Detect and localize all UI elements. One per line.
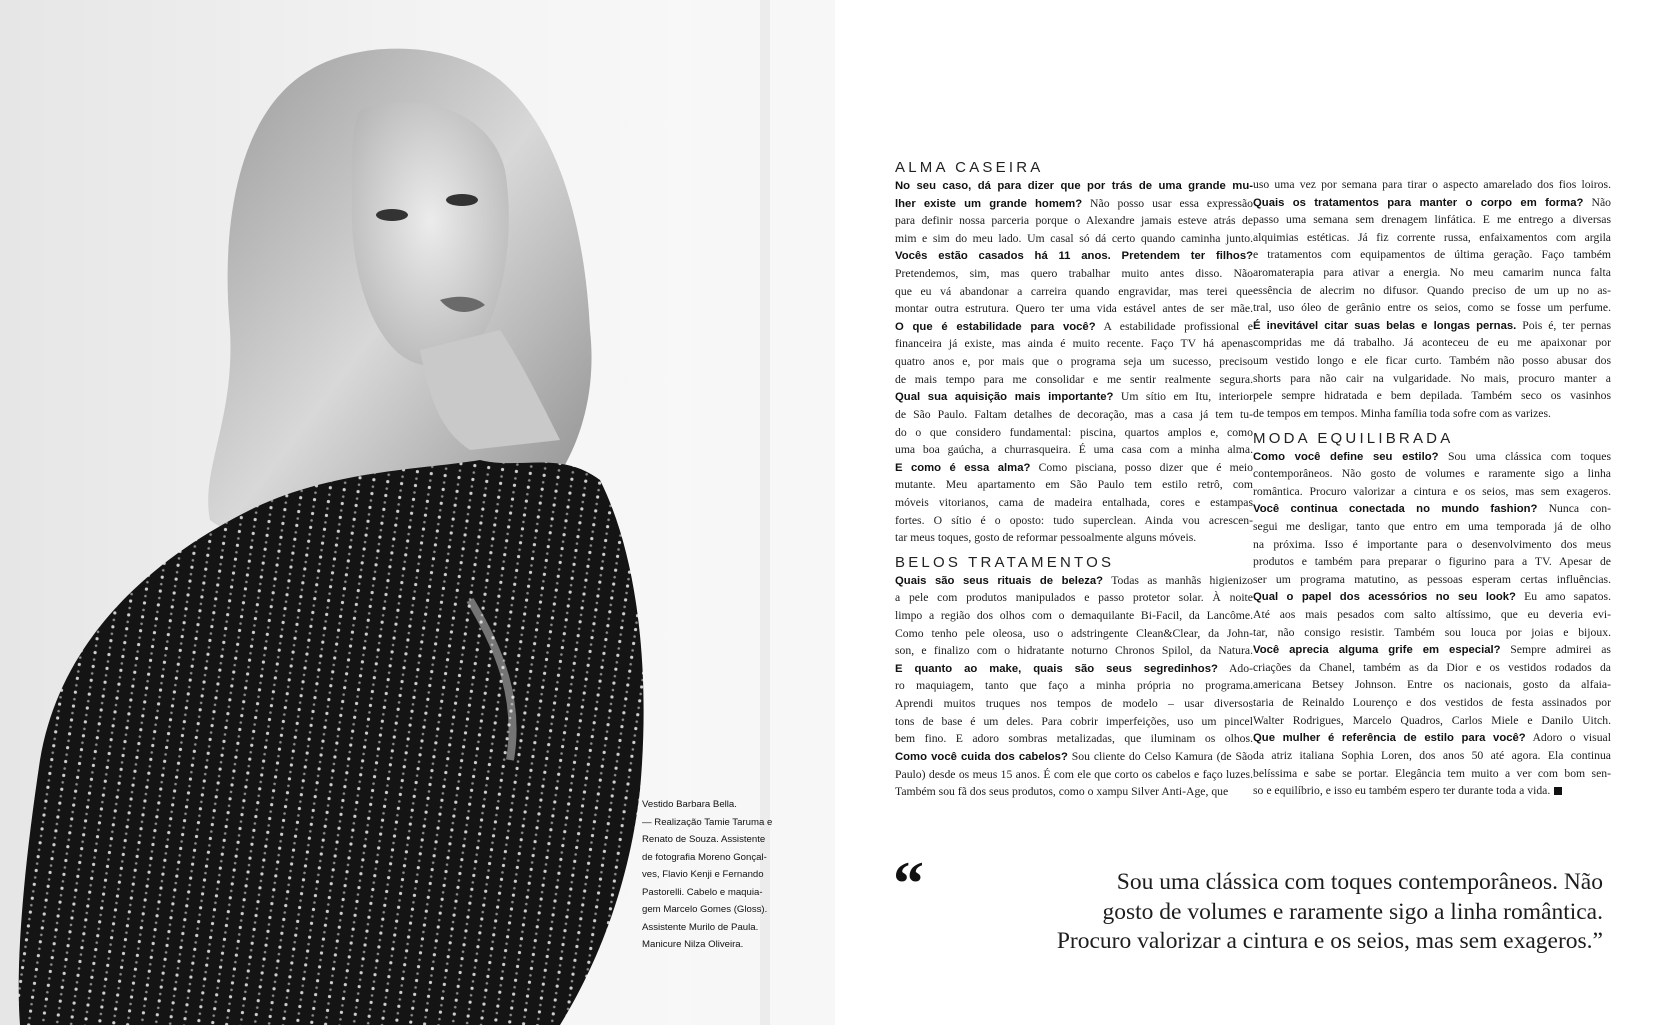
answer-text: a pele com produtos manipulados e passo protetor solar. À noite [895,591,1253,605]
answer-text: ser um programa matutino, as pessoas esperam certas influências. [1253,572,1611,586]
answer-text: tral, uso óleo de gerânio entre os seios, como se fosse um perfume. [1253,301,1611,315]
question-text: Você continua conectada no mundo fashion? [1253,503,1538,516]
answer-text: Nunca con- [1537,502,1611,516]
text-line [1253,387,1611,405]
text-line [895,783,1253,801]
text-line [1253,765,1611,783]
answer-text: e tratamentos com equipamentos de última geração. Faço também [1253,248,1611,262]
question-text: Que mulher é referência de estilo para você? [1253,732,1526,745]
question-text: E quanto ao make, quais são seus segredinhos? [895,662,1218,675]
answer-text: Um sítio em Itu, interior [1113,390,1254,404]
answer-text: aromaterapia para ativar a energia. No meu camarim nunca falta [1253,266,1611,280]
text-line [1253,194,1611,212]
answer-text: para definir nossa parceria porque o Alexandre jamais esteve atrás de [895,214,1253,228]
answer-text: criações da Chanel, também as da Dior e os vestidos rodados da [1253,660,1611,674]
answer-text: mim e sim do meu lado. Um casal só dá certo quando caminha junto. [895,231,1253,245]
photo-credits [642,796,780,954]
answer-text: Também sou fã dos seus produtos, como o xampu Silver Anti-Age, que [895,785,1229,799]
text-line [895,283,1253,301]
answer-text: son, e finalizo com o hidratante noturno Chronos Spilol, da Natura. [895,644,1253,658]
answer-text: segui me desligar, tanto que entro em uma temporada já de olho [1253,519,1611,533]
answer-text: Pretendemos, sim, mas quero trabalhar muito antes disso. Não [895,267,1253,281]
answer-text: Todas as manhãs higienizo [1103,573,1253,587]
caption-line: Assistente Murilo de Paula. [642,921,759,933]
answer-text: de tempos em tempos. Minha família toda sofre com as varizes. [1253,406,1551,420]
text-line [1253,465,1611,483]
answer-text: na próxima. Isso é importante para o desenvolvimento dos meus [1253,537,1611,551]
answer-text: compridas me dá trabalho. Já aconteceu de eu me apaixonar por [1253,336,1611,350]
answer-text: Até aos mais pesados com salto altíssimo, que eu deveria evi- [1253,608,1611,622]
answer-text: essência de alecrim no difusor. Quando preciso de um up no as- [1253,283,1611,297]
answer-text: alquimias estéticas. Já fiz corrente russa, enfaixamentos com argila [1253,230,1611,244]
answer-text: romântica. Procuro valorizar a cintura e os seios, mas sem exageros. [1253,484,1611,498]
question-text: Como você define seu estilo? [1253,450,1439,463]
answer-text: passo uma semana sem drenagem linfática. E me entrego a diversas [1253,213,1611,227]
text-line [895,572,1253,590]
question-text: Vocês estão casados há 11 anos. Pretendem ter filhos? [895,250,1253,263]
answer-text: tons de base é um deles. Para cobrir imperfeições, uso um pincel [895,714,1253,728]
text-line [895,230,1253,248]
text-line [895,677,1253,695]
text-line [895,589,1253,607]
answer-text: quatro anos e, por mais que o programa seja um sucesso, preciso [895,355,1253,369]
text-line [1253,317,1611,335]
answer-text: mutante. Meu apartamento em São Paulo tem estilo retrô, com [895,478,1253,492]
text-line [1253,518,1611,536]
text-line [1253,483,1611,501]
text-line [895,695,1253,713]
text-line [1253,264,1611,282]
caption-line: Renato de Souza. Assistente [642,834,766,845]
text-line [1253,370,1611,388]
text-line [895,625,1253,643]
answer-text: financeira já existe, mas ainda é muito recente. Faço TV há apenas [895,337,1253,351]
answer-text: bem fino. E adoro sombras metalizadas, que iluminam os olhos. [895,732,1253,746]
answer-text: Eu amo sapatos. [1515,590,1611,604]
answer-text: do o que considero fundamental: piscina, quartos amplos e, como [895,425,1253,439]
answer-text: Adoro o visual [1525,731,1611,745]
text-line [895,371,1253,389]
question-text: Qual sua aquisição mais importante? [895,391,1114,404]
text-line [895,265,1253,283]
text-line [1253,747,1611,765]
pull-quote-line: Sou uma clássica com toques contemporâneos. Não [1116,869,1603,895]
pull-quote-line: Procuro valorizar a cintura e os seios, mas sem exageros.” [1056,928,1603,954]
answer-text: Pois é, ter pernas [1516,318,1611,332]
answer-text: americana Betsey Johnson. Entre os nacionais, gosto da alfaia- [1253,678,1611,692]
text-line [1253,694,1611,712]
text-line [895,177,1253,195]
text-line [1253,334,1611,352]
answer-text: Paulo) desde os meus 15 anos. É com ele que corto os cabelos e faço luzes. [895,767,1253,781]
text-line [1253,211,1611,229]
text-line [895,766,1253,784]
answer-text: belíssima e sabe se portar. Elegância tem muito a ver com bom sen- [1253,766,1611,780]
text-line [895,476,1253,494]
text-line [895,335,1253,353]
pull-quote [893,868,1603,957]
end-mark-icon [1554,787,1562,795]
answer-text: Sempre admirei as [1500,643,1611,657]
section-body [1253,176,1611,423]
answer-text: tar, não consigo resistir. Também sou louca por joias e bijoux. [1253,625,1611,639]
text-line [1253,641,1611,659]
text-line [1253,659,1611,677]
question-text: O que é estabilidade para você? [895,320,1096,333]
text-line [1253,624,1611,642]
answer-text: Walter Rodrigues, Marcelo Quadros, Carlos Miele e Danilo Uitch. [1253,713,1611,727]
text-line [1253,676,1611,694]
caption-line: Vestido Barbara Bella. [642,799,737,810]
caption-line: ves, Flavio Kenji e Fernando [642,869,764,880]
text-line [895,748,1253,766]
answer-text: de São Paulo. Faltam detalhes de decoração, mas a casa já tem tu- [895,407,1253,421]
answer-text: so e equilíbrio, e isso eu também espero ter durante toda a vida. [1253,784,1551,798]
section-heading: MODA EQUILIBRADA [1253,429,1454,447]
answer-text: uma boa gaúcha, a churrasqueira. É uma casa com a minha alma. [895,443,1253,457]
text-line [1253,729,1611,747]
text-line [1253,571,1611,589]
caption-line: gem Marcelo Gomes (Gloss). [642,904,768,915]
text-line [895,441,1253,459]
question-text: Você aprecia alguma grife em especial? [1253,644,1501,657]
section-heading: ALMA CASEIRA [895,159,1044,176]
answer-text: Como tenho pele oleosa, uso o adstringente Clean&Clear, da John- [895,626,1253,640]
text-line [895,318,1253,336]
text-line [1253,299,1611,317]
question-text: No seu caso, dá para dizer que por trás de uma grande mu- [895,180,1253,192]
answer-text: montar outra estrutura. Quero ter uma vida estável antes de ser mãe. [895,302,1253,316]
text-line [895,660,1253,678]
caption-line: de fotografia Moreno Gonçal- [642,851,767,863]
text-line [1253,606,1611,624]
answer-text: A estabilidade profissional e [1095,319,1253,333]
section-body [895,572,1253,801]
article-column-left [895,158,1253,801]
caption-line: Pastorelli. Cabelo e maquia- [642,886,763,898]
answer-text: Aprendi muitos truques nos tempos de modelo – usar diversos [895,697,1253,711]
article-column-right [1253,176,1611,800]
section-body [1253,448,1611,800]
question-text: E como é essa alma? [895,461,1031,474]
question-text: Quais os tratamentos para manter o corpo em forma? [1253,196,1584,209]
answer-text: Como pisciana, posso dizer que é meio [1030,460,1253,474]
text-line [895,642,1253,660]
text-line [895,195,1253,213]
quote-mark: “ [893,850,924,918]
answer-text: móveis vitorianos, cama de madeira entalhada, cores e estampas [895,495,1253,509]
answer-text: Ado- [1217,661,1253,675]
answer-text: que eu vá abandonar a carreira quando engravidar, mas terei que [895,284,1253,298]
answer-text: contemporâneos. Não gosto de volumes e raramente sigo a linha [1253,467,1611,481]
answer-text: Não [1583,195,1611,209]
answer-text: shorts para não cair na vulgaridade. No mais, procuro manter a [1253,371,1611,385]
answer-text: um vestido longo e ele ficar curto. Também não posso abusar dos [1253,354,1611,368]
text-line [895,494,1253,512]
text-line [1253,448,1611,466]
text-line [895,424,1253,442]
answer-text: Sou cliente do Celso Kamura (de São [1067,749,1253,763]
caption-line: — Realização Tamie Taruma e [642,816,773,828]
text-line [895,529,1253,547]
text-line [1253,352,1611,370]
text-line [1253,553,1611,571]
text-line [895,247,1253,265]
section-heading: BELOS TRATAMENTOS [895,553,1115,571]
caption-line: Manicure Nilza Oliveira. [642,939,744,950]
text-line [1253,712,1611,730]
answer-text: limpo a região dos olhos com o demaquilante Bi-Facil, da Lancôme. [895,609,1253,623]
text-line [1253,500,1611,518]
text-line [895,607,1253,625]
question-text: lher existe um grande homem? [895,197,1083,210]
text-line [895,713,1253,731]
text-line [895,388,1253,406]
text-line [895,730,1253,748]
text-line [895,300,1253,318]
text-line [895,459,1253,477]
text-line [1253,282,1611,300]
section-body [895,177,1253,547]
answer-text: taria de Reinaldo Lourenço e dos vestidos de festa assinados por [1253,696,1611,710]
answer-text: fortes. O sítio é o oposto: tudo superclean. Ainda vou acrescen- [895,513,1253,527]
text-line [895,512,1253,530]
text-line [1253,588,1611,606]
text-line [1253,176,1611,194]
answer-text: Não posso usar essa expressão [1082,196,1253,210]
answer-text: da atriz italiana Sophia Loren, dos anos 50 até agora. Ela continua [1253,748,1611,762]
pull-quote-line: gosto de volumes e raramente sigo a linha romântica. [1102,898,1603,925]
text-line [1253,229,1611,247]
text-line [895,212,1253,230]
answer-text: pele sempre hidratada e bem depilada. Também seco os vasinhos [1253,389,1611,403]
answer-text: ro maquiagem, tanto que faço a minha própria no programa. [895,679,1253,693]
question-text: É inevitável citar suas belas e longas pernas. [1253,319,1517,332]
question-text: Como você cuida dos cabelos? [895,750,1068,763]
answer-text: de mais tempo para me consolidar e me sentir realmente segura. [895,372,1253,386]
text-line [1253,536,1611,554]
question-text: Quais são seus rituais de beleza? [895,574,1104,587]
answer-text: tar meus toques, gosto de reformar pessoalmente alguns móveis. [895,531,1197,545]
question-text: Qual o papel dos acessórios no seu look? [1253,591,1516,604]
answer-text: uso uma vez por semana para tirar o aspecto amarelado dos fios loiros. [1253,178,1611,191]
text-line [895,406,1253,424]
text-line [1253,782,1611,800]
text-line [1253,405,1611,423]
answer-text: Sou uma clássica com toques [1438,449,1611,463]
text-line [1253,246,1611,264]
answer-text: produtos e também para preparar o figurino para a TV. Apesar de [1253,555,1611,569]
text-line [895,353,1253,371]
